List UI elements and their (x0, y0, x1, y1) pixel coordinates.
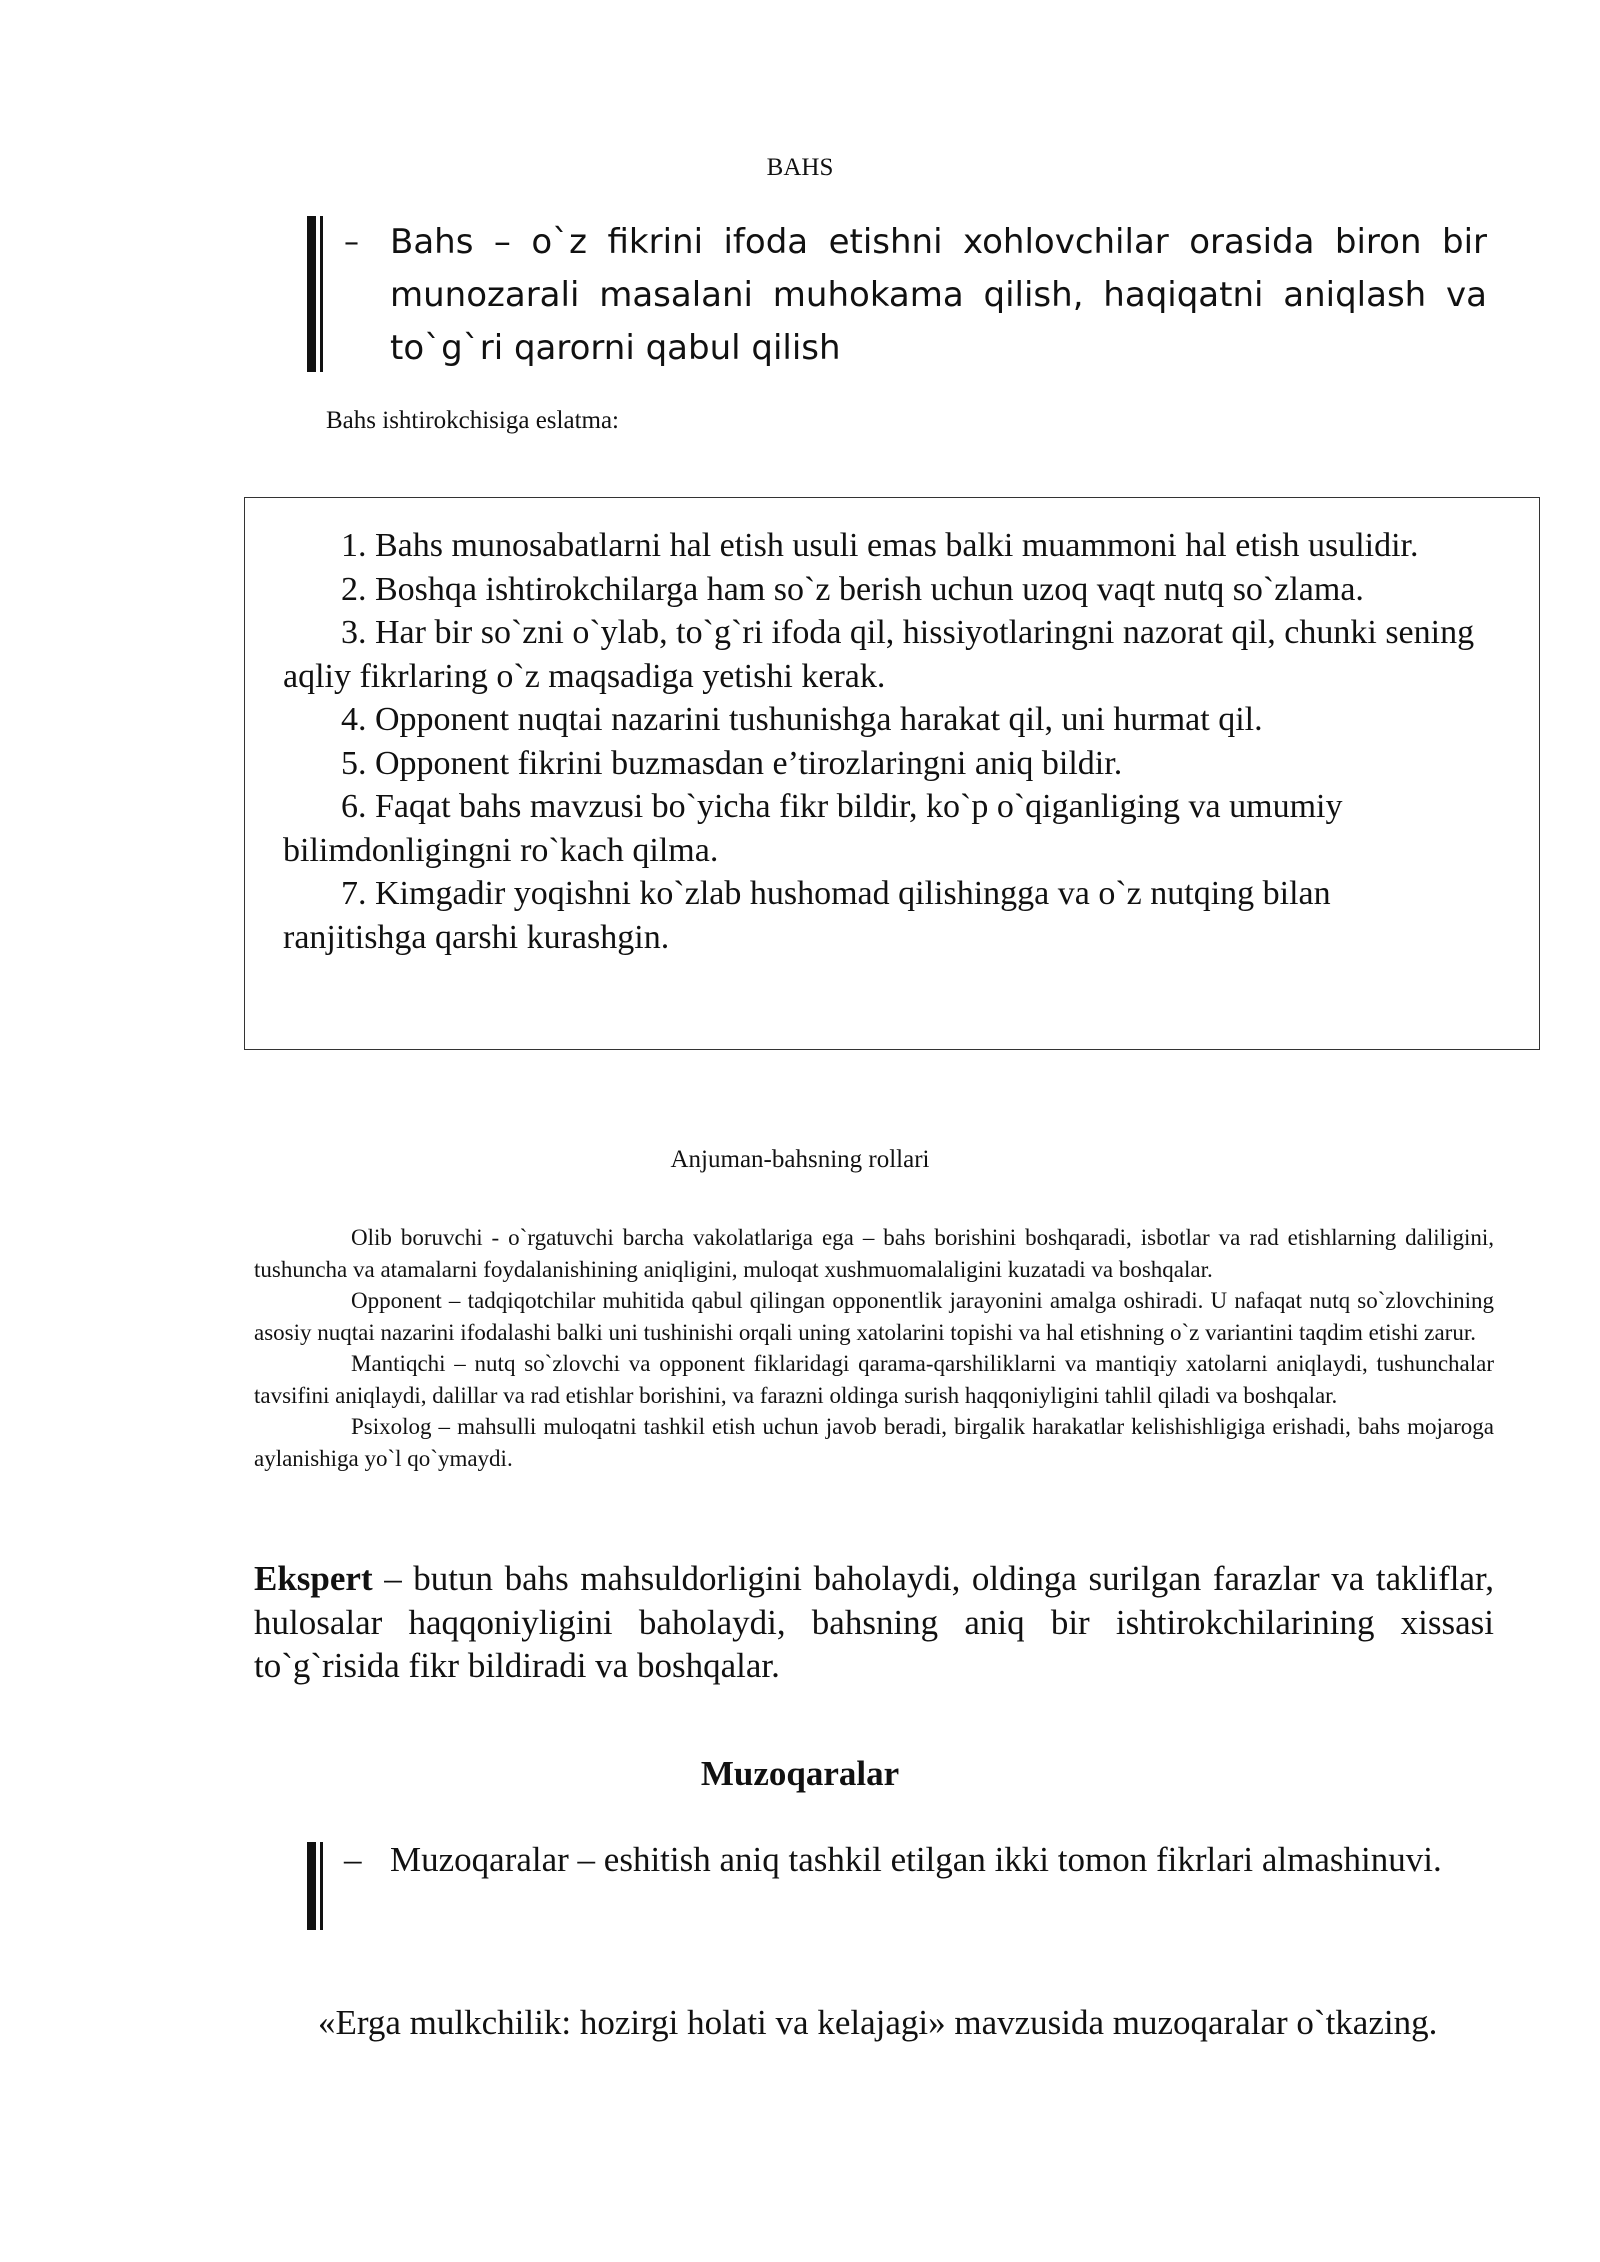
quote-dash: – (344, 225, 359, 260)
roles-title: Anjuman-bahsning rollari (670, 1146, 930, 1173)
quote-bar (307, 216, 324, 372)
rule-item: 7. Kimgadir yoqishni ko`zlab hushomad qilishingga va o`z nutqing bilan ranjitishga qarshi kurashgin. (283, 875, 1331, 956)
section-title: BAHS (766, 154, 834, 181)
rule-item: 6. Faqat bahs mavzusi bo`yicha fikr bildir, ko`p o`qiganliging va umumiy bilimdonligingni ro`kach qilma. (283, 788, 1343, 869)
negotiations-title: Muzoqaralar (700, 1754, 900, 1793)
expert-term: Ekspert (254, 1559, 373, 1598)
quote-bar (307, 1842, 324, 1930)
expert-text: – butun bahs mahsuldorligini baholaydi, oldinga surilgan farazlar va takliflar, hulosalar haqqoniyligini baholaydi, bahsning aniq bir ishtirokchilarining xissasi to`g`risida fikr bildiradi va boshqalar. (254, 1559, 1494, 1685)
rule-item: 5. Opponent fikrini buzmasdan e’tirozlaringni aniq bildir. (341, 744, 1123, 782)
definition-text: Bahs – o`z fikrini ifoda etishni xohlovchilar orasida biron bir munozarali masalani muhokama qilish, haqiqatni aniqlash va to`g`ri qarorni qabul qilish (390, 222, 1487, 368)
negotiations-definition-text: Muzoqaralar – eshitish aniq tashkil etilgan ikki tomon fikrlari almashinuvi. (390, 1840, 1442, 1879)
role-paragraph: Opponent – tadqiqotchilar muhitida qabul qilingan opponentlik jarayonini amalga oshiradi. U nafaqat nutq so`zlovchining asosiy nuqtai nazarini ifodalashi balki uni tushinishi orqali uning xatolarini topishi va hal etishning o`z variantini taqdim etishi zarur. (254, 1288, 1494, 1345)
expert-paragraph (254, 1557, 1494, 1688)
definition-quote (307, 216, 1487, 375)
rule-item: 1. Bahs munosabatlarni hal etish usuli emas balki muammoni hal etish usulidir. (341, 527, 1419, 564)
note-label: Bahs ishtirokchisiga eslatma: (326, 407, 620, 434)
role-paragraph: Olib boruvchi - o`rgatuvchi barcha vakolatlariga ega – bahs borishini boshqaradi, isbotlar va rad etishlarning daliligini, tushuncha va atamalarni foydalanishining aniqligini, muloqat xushmuomalaligini kuzatadi va boshqalar. (254, 1225, 1494, 1282)
rules-box (244, 497, 1540, 1050)
quote-dash: – (344, 1840, 362, 1879)
rule-item: 4. Opponent nuqtai nazarini tushunishga harakat qil, uni hurmat qil. (341, 701, 1263, 738)
roles-list (254, 1222, 1494, 1474)
role-paragraph: Mantiqchi – nutq so`zlovchi va opponent fiklaridagi qarama-qarshiliklarni va mantiqiy xatolarni aniqlaydi, tushunchalar tavsifini aniqlaydi, dalillar va rad etishlar borishini, va farazni oldinga surish haqqoniyligini tahlil qiladi va boshqalar. (254, 1351, 1494, 1408)
role-paragraph: Psixolog – mahsulli muloqatni tashkil etish uchun javob beradi, birgalik harakatlar kelishishligiga erishadi, bahs mojaroga aylanishiga yo`l qo`ymaydi. (254, 1414, 1494, 1471)
rule-item: 2. Boshqa ishtirokchilarga ham so`z berish uchun uzoq vaqt nutq so`zlama. (341, 570, 1364, 608)
rule-item: 3. Har bir so`zni o`ylab, to`g`ri ifoda qil, hissiyotlaringni nazorat qil, chunki sening aqliy fikrlaring o`z maqsadiga yetishi kerak. (283, 614, 1475, 695)
negotiations-quote (307, 1838, 1487, 1930)
task-paragraph: «Erga mulkchilik: hozirgi holati va kelajagi» mavzusida muzoqaralar o`tkazing. (318, 2003, 1438, 2042)
rules-list (283, 524, 1479, 959)
